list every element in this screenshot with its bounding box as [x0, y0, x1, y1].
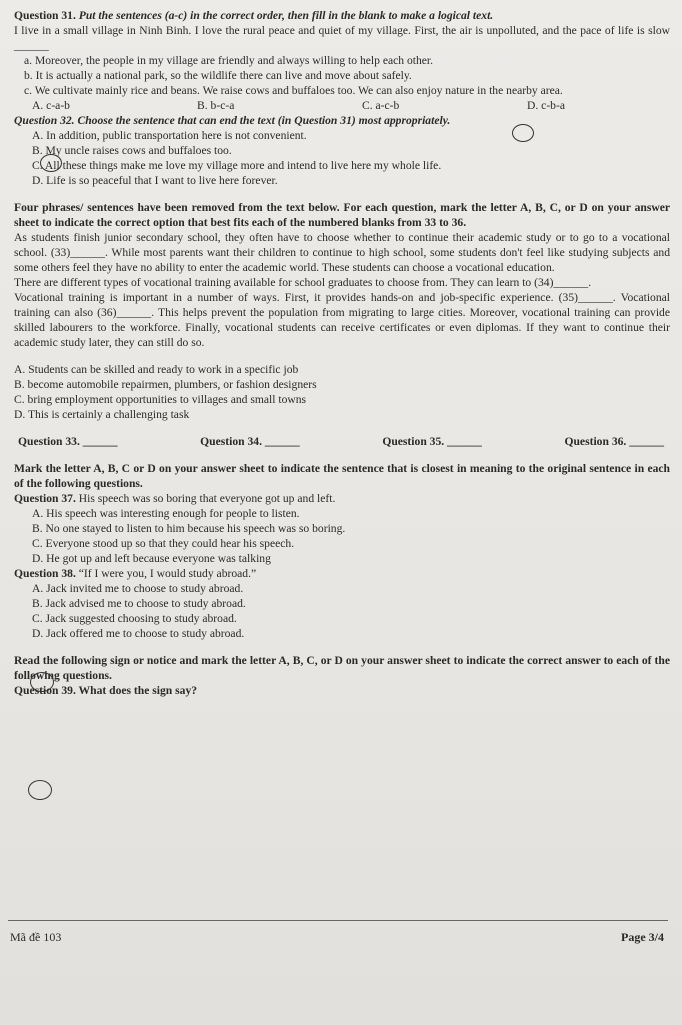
q39-stem: Question 39. What does the sign say?: [14, 684, 198, 697]
cloze-answer-row: [14, 434, 670, 449]
answer-q33[interactable]: Question 33. ______: [18, 435, 118, 448]
q32-instruction-text: Choose the sentence that can end the text (in Question 31) most appropriately.: [77, 114, 451, 127]
q32-option-c[interactable]: C. All these things make me love my village more and intend to live here my whole life.: [32, 159, 442, 172]
q38-option-c[interactable]: C. Jack suggested choosing to study abroad.: [32, 612, 237, 625]
closest-instruction: Mark the letter A, B, C or D on your answer sheet to indicate the sentence that is closest in meaning to the original sentence in each of the following questions.: [14, 462, 670, 490]
q37-answer-circle-mark: [30, 672, 54, 692]
q31-item-a: a. Moreover, the people in my village are friendly and always willing to help each other.: [24, 54, 434, 67]
footer-divider: [8, 920, 668, 921]
exam-code: Mã đề 103: [10, 930, 62, 944]
cloze-instruction: Four phrases/ sentences have been removed from the text below. For each question, mark the letter A, B, C, or D on your answer sheet to indicate the correct option that best fits each of the numbered blanks from 33 to 36.: [14, 201, 670, 229]
q37-option-c[interactable]: C. Everyone stood up so that they could hear his speech.: [32, 537, 295, 550]
q37-head: Question 37.: [14, 492, 76, 505]
q32-head: Question 32.: [14, 114, 75, 127]
q38-option-a[interactable]: A. Jack invited me to choose to study abroad.: [32, 582, 244, 595]
page-content: [14, 8, 670, 698]
cloze-option-b[interactable]: B. become automobile repairmen, plumbers, or fashion designers: [14, 378, 317, 391]
answer-q34[interactable]: Question 34. ______: [200, 435, 300, 448]
q31-head: Question 31.: [14, 9, 76, 22]
cloze-paragraph-1: As students finish junior secondary school, they often have to choose whether to continue their academic study or to go to a vocational school. (33)______. While most parents want their children to continue to high school, some students don't feel like studying subjects and some others feel they have no ability to enter the academic world. These students can choose a vocational education.: [14, 231, 670, 274]
q38-text: “If I were you, I would study abroad.”: [78, 567, 257, 580]
q32-answer-circle-mark: [40, 154, 62, 172]
cloze-option-d[interactable]: D. This is certainly a challenging task: [14, 408, 190, 421]
q37-text: His speech was so boring that everyone got up and left.: [78, 492, 336, 505]
q32-option-a[interactable]: A. In addition, public transportation here is not convenient.: [32, 129, 307, 142]
q38-stem: [14, 566, 670, 581]
q31-option-b[interactable]: B. b-c-a: [197, 99, 235, 112]
q31-instruction-text: Put the sentences (a-c) in the correct order, then fill in the blank to make a logical text.: [78, 9, 494, 22]
q37-stem: [14, 491, 670, 506]
q32-option-d[interactable]: D. Life is so peaceful that I want to live here forever.: [32, 174, 278, 187]
q32-option-b[interactable]: B. My uncle raises cows and buffaloes too.: [32, 144, 232, 157]
q38-option-d[interactable]: D. Jack offered me to choose to study abroad.: [32, 627, 245, 640]
answer-q35[interactable]: Question 35. ______: [382, 435, 482, 448]
q31-answer-circle-mark: [512, 124, 534, 142]
q32-instruction: [14, 113, 670, 128]
answer-q36[interactable]: Question 36. ______: [564, 435, 664, 448]
q31-item-c: c. We cultivate mainly rice and beans. We raise cows and buffaloes too. We can also enjoy nature in the nearby area.: [24, 84, 563, 97]
page-number: Page 3/4: [621, 930, 664, 944]
q31-option-c[interactable]: C. a-c-b: [362, 99, 400, 112]
q38-answer-circle-mark: [28, 780, 52, 800]
cloze-paragraph-3: Vocational training is important in a number of ways. First, it provides hands-on and job-specific experience. (35)______. Vocational training can also (36)______. This helps prevent the population from migrating to large cities. Moreover, vocational training can provide skilled labourers to the workforce. Finally, vocational students can receive certificates or even diplomas. If they want to continue their academic study later, they can still do so.: [14, 291, 670, 349]
cloze-option-a[interactable]: A. Students can be skilled and ready to work in a specific job: [14, 363, 299, 376]
q38-head: Question 38.: [14, 567, 76, 580]
q31-options: [14, 98, 670, 113]
q31-passage: I live in a small village in Ninh Binh. I love the rural peace and quiet of my village. First, the air is unpolluted, and the pace of life is slow ______: [14, 24, 670, 52]
q38-option-b[interactable]: B. Jack advised me to choose to study abroad.: [32, 597, 246, 610]
q31-instruction: [14, 8, 670, 23]
sign-instruction: Read the following sign or notice and mark the letter A, B, C, or D on your answer sheet to indicate the correct answer to each of the following questions.: [14, 654, 670, 682]
q37-option-b[interactable]: B. No one stayed to listen to him because his speech was so boring.: [32, 522, 346, 535]
q37-option-d[interactable]: D. He got up and left because everyone was talking: [32, 552, 271, 565]
q31-option-d[interactable]: D. c-b-a: [527, 99, 565, 112]
cloze-paragraph-2: There are different types of vocational training available for school graduates to choose from. They can learn to (34)______.: [14, 276, 592, 289]
q31-option-a[interactable]: A. c-a-b: [32, 99, 70, 112]
q31-item-b: b. It is actually a national park, so the wildlife there can live and move about safely.: [24, 69, 412, 82]
q37-option-a[interactable]: A. His speech was interesting enough for people to listen.: [32, 507, 300, 520]
cloze-option-c[interactable]: C. bring employment opportunities to villages and small towns: [14, 393, 307, 406]
